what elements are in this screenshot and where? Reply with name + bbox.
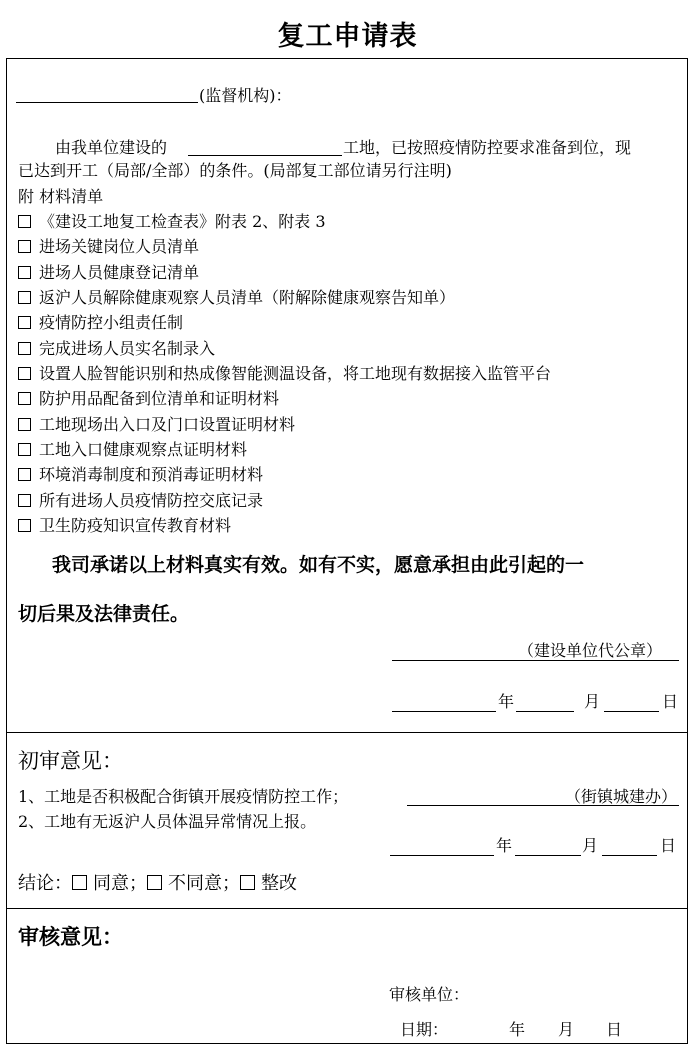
month-label: 月 (582, 836, 599, 855)
review-unit-label: 审核单位： (389, 985, 470, 1004)
checkbox[interactable] (18, 291, 31, 304)
addressee-label: (监督机构)： (199, 86, 292, 105)
attachment-heading: 附 材料清单 (18, 187, 104, 206)
pledge-line2: 切后果及法律责任。 (18, 603, 190, 625)
site-name-blank[interactable] (188, 155, 342, 156)
checkbox[interactable] (18, 494, 31, 507)
day-blank[interactable] (604, 711, 659, 712)
disagree-label: 不同意； (168, 873, 240, 894)
material-item: 工地入口健康观察点证明材料 (18, 440, 247, 460)
year-blank[interactable] (390, 855, 494, 856)
material-item: 卫生防疫知识宣传教育材料 (18, 516, 231, 536)
month-label: 月 (584, 692, 601, 711)
year-blank[interactable] (392, 711, 496, 712)
conclusion-row (18, 873, 297, 895)
checkbox[interactable] (18, 342, 31, 355)
street-office-line[interactable] (407, 805, 679, 806)
review-item-1: 1、工地是否积极配合街镇开展疫情防控工作； (18, 787, 349, 806)
rectify-checkbox[interactable] (240, 875, 255, 890)
seal-line[interactable] (392, 660, 679, 661)
year-label: 年 (496, 836, 513, 855)
month-blank[interactable] (516, 711, 574, 712)
material-item: 设置人脸智能识别和热成像智能测温设备，将工地现有数据接入监管平台 (18, 364, 551, 384)
material-item: 返沪人员解除健康观察人员清单（附解除健康观察告知单） (18, 288, 455, 308)
conclusion-label: 结论： (18, 873, 72, 894)
section-divider (6, 908, 688, 909)
material-item: 进场关键岗位人员清单 (18, 237, 199, 257)
checkbox[interactable] (18, 316, 31, 329)
material-item: 防护用品配备到位清单和证明材料 (18, 389, 279, 409)
day-blank[interactable] (602, 855, 657, 856)
body-line1-b: 工地，已按照疫情防控要求准备到位，现 (343, 138, 632, 157)
material-item: 《建设工地复工检查表》附表 2、附表 3 (18, 212, 326, 232)
review-item-2: 2、工地有无返沪人员体温异常情况上报。 (18, 812, 317, 831)
body-line2: 已达到开工（局部/全部）的条件。(局部复工部位请另行注明) (18, 161, 452, 180)
agency-blank[interactable] (16, 102, 198, 103)
year-label: 年 (498, 692, 515, 711)
checkbox[interactable] (18, 367, 31, 380)
checkbox[interactable] (18, 392, 31, 405)
material-item: 疫情防控小组责任制 (18, 313, 183, 333)
day-label: 日 (660, 836, 677, 855)
initial-review-heading: 初审意见： (18, 749, 123, 773)
checkbox[interactable] (18, 443, 31, 456)
month-blank[interactable] (515, 855, 581, 856)
pledge-line1: 我司承诺以上材料真实有效。如有不实，愿意承担由此引起的一 (52, 554, 585, 576)
rectify-label: 整改 (261, 873, 297, 894)
form-title: 复工申请表 (277, 21, 418, 52)
agree-checkbox[interactable] (72, 875, 87, 890)
final-review-heading: 审核意见： (18, 925, 123, 949)
material-item: 进场人员健康登记清单 (18, 263, 199, 283)
body-line1-a: 由我单位建设的 (55, 138, 168, 157)
day-label: 日 (606, 1020, 623, 1039)
material-item: 所有进场人员疫情防控交底记录 (18, 491, 263, 511)
checkbox[interactable] (18, 418, 31, 431)
street-office-label: （街镇城建办） (565, 787, 678, 806)
month-label: 月 (558, 1020, 575, 1039)
material-item: 环境消毒制度和预消毒证明材料 (18, 465, 263, 485)
checkbox[interactable] (18, 240, 31, 253)
disagree-checkbox[interactable] (147, 875, 162, 890)
material-item: 工地现场出入口及门口设置证明材料 (18, 415, 295, 435)
checkbox[interactable] (18, 519, 31, 532)
applicant-seal-label: （建设单位代公章） (518, 641, 663, 660)
year-label: 年 (509, 1020, 526, 1039)
checkbox[interactable] (18, 266, 31, 279)
agree-label: 同意； (93, 873, 147, 894)
section-divider (6, 732, 688, 733)
material-item: 完成进场人员实名制录入 (18, 339, 215, 359)
review-date-label: 日期： (400, 1020, 449, 1039)
checkbox[interactable] (18, 468, 31, 481)
day-label: 日 (662, 692, 679, 711)
checkbox[interactable] (18, 215, 31, 228)
form-frame (6, 58, 688, 1044)
